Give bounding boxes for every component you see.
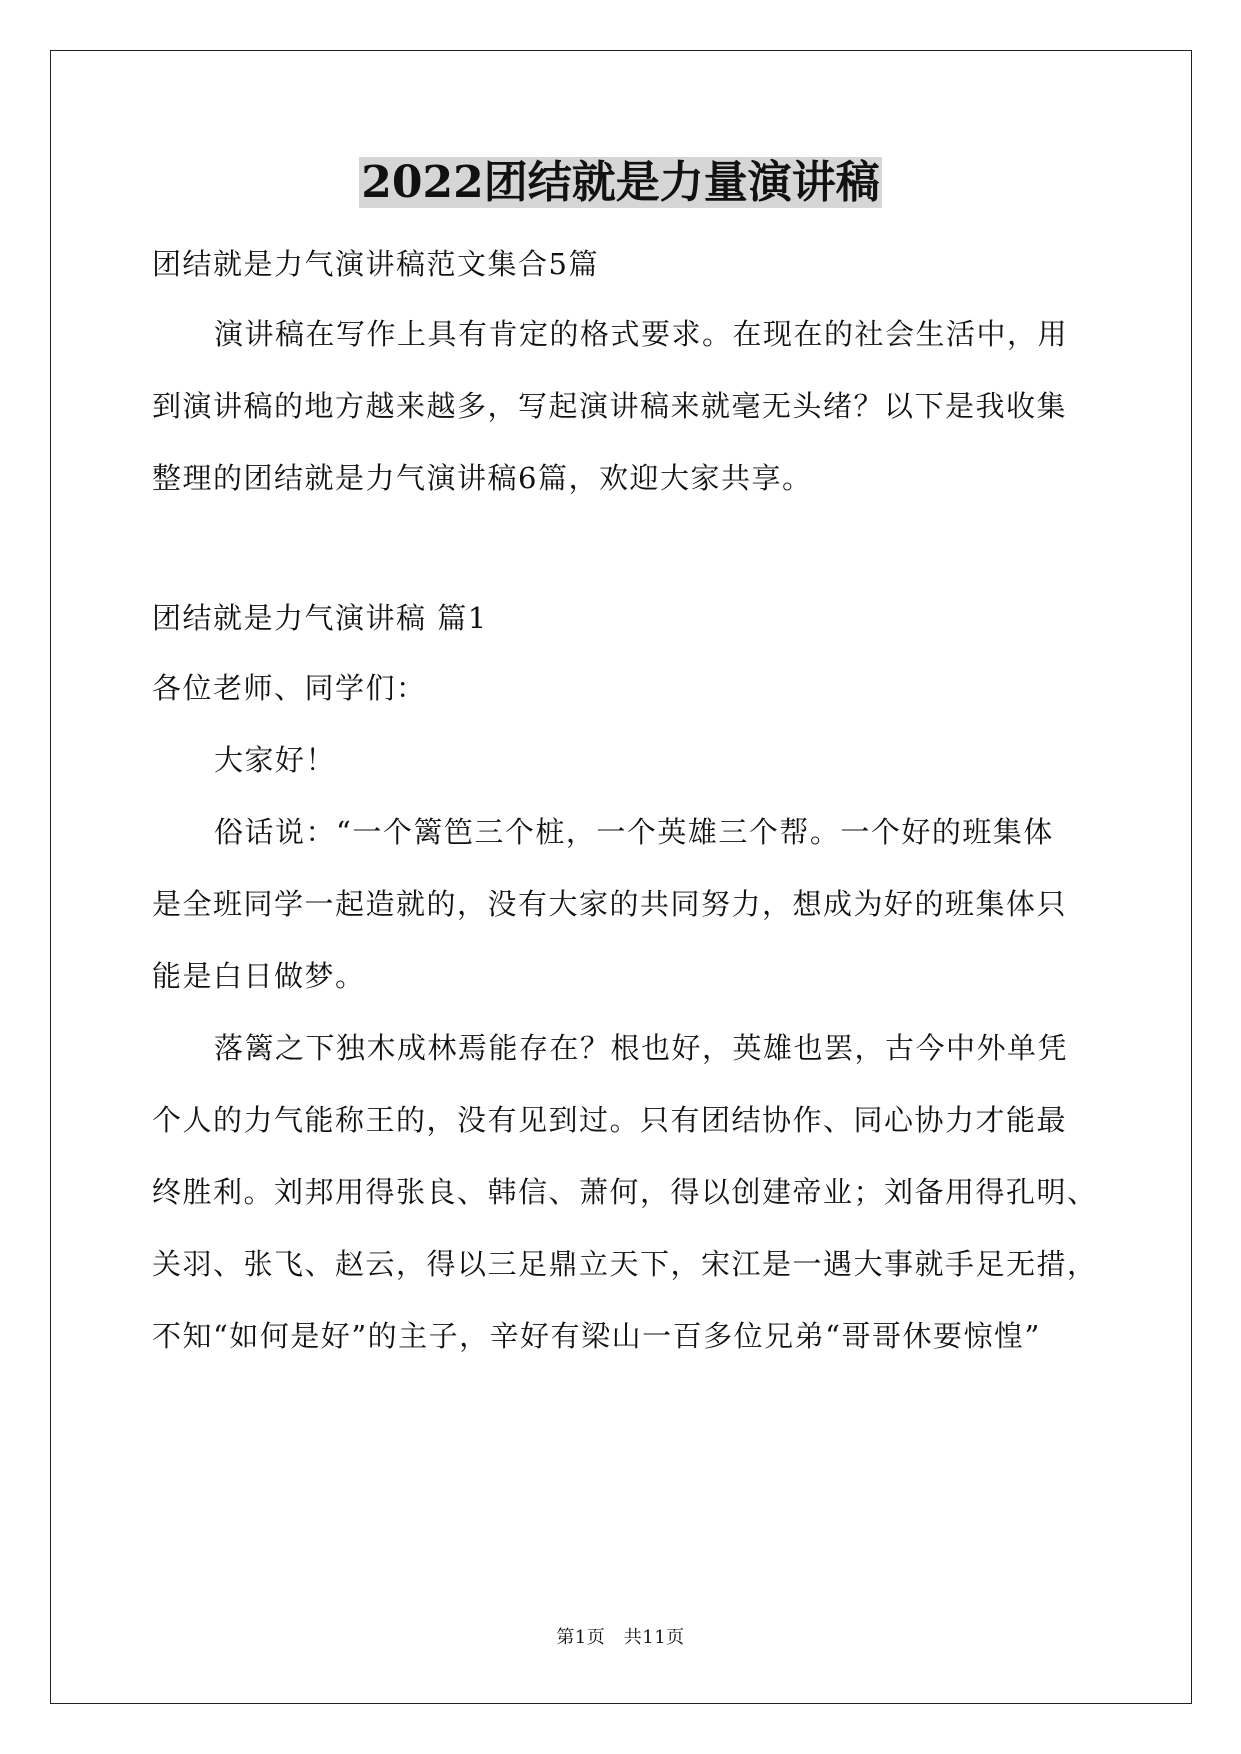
- paragraph-line: 俗话说：“一个篱笆三个桩，一个英雄三个帮。一个好的班集体: [214, 815, 1054, 849]
- page-number-footer: 第1页 共11页: [556, 1627, 685, 1648]
- paragraph-line: 个人的力气能称王的，没有见到过。只有团结协作、同心协力才能最: [152, 1103, 1068, 1137]
- section-heading: 团结就是力气演讲稿 篇1: [152, 601, 488, 635]
- page-border: [50, 50, 1192, 1704]
- paragraph-line: 终胜利。刘邦用得张良、韩信、萧何，得以创建帝业；刘备用得孔明、: [152, 1175, 1098, 1209]
- paragraph-line: 落篱之下独木成林焉能存在？根也好，英雄也罢，古今中外单凭: [214, 1031, 1069, 1065]
- salutation-line: 各位老师、同学们：: [152, 671, 427, 705]
- paragraph-line: 不知“如何是好”的主子，辛好有梁山一百多位兄弟“哥哥休要惊惶”: [152, 1319, 1041, 1353]
- paragraph-line: 整理的团结就是力气演讲稿6篇，欢迎大家共享。: [152, 461, 813, 495]
- document-title: [0, 152, 1241, 214]
- paragraph-line: 演讲稿在写作上具有肯定的格式要求。在现在的社会生活中，用: [214, 317, 1069, 351]
- paragraph-line: 关羽、张飞、赵云，得以三足鼎立天下，宋江是一遇大事就手足无措，: [152, 1247, 1098, 1281]
- paragraph-line: 能是白日做梦。: [152, 959, 366, 993]
- greeting-line: 大家好！: [214, 743, 337, 777]
- title-highlight: 2022团结就是力量演讲稿: [361, 157, 880, 208]
- subtitle-line: 团结就是力气演讲稿范文集合5篇: [152, 247, 599, 281]
- paragraph-line: 是全班同学一起造就的，没有大家的共同努力，想成为好的班集体只: [152, 887, 1068, 921]
- paragraph-line: 到演讲稿的地方越来越多，写起演讲稿来就毫无头绪？以下是我收集: [152, 389, 1068, 423]
